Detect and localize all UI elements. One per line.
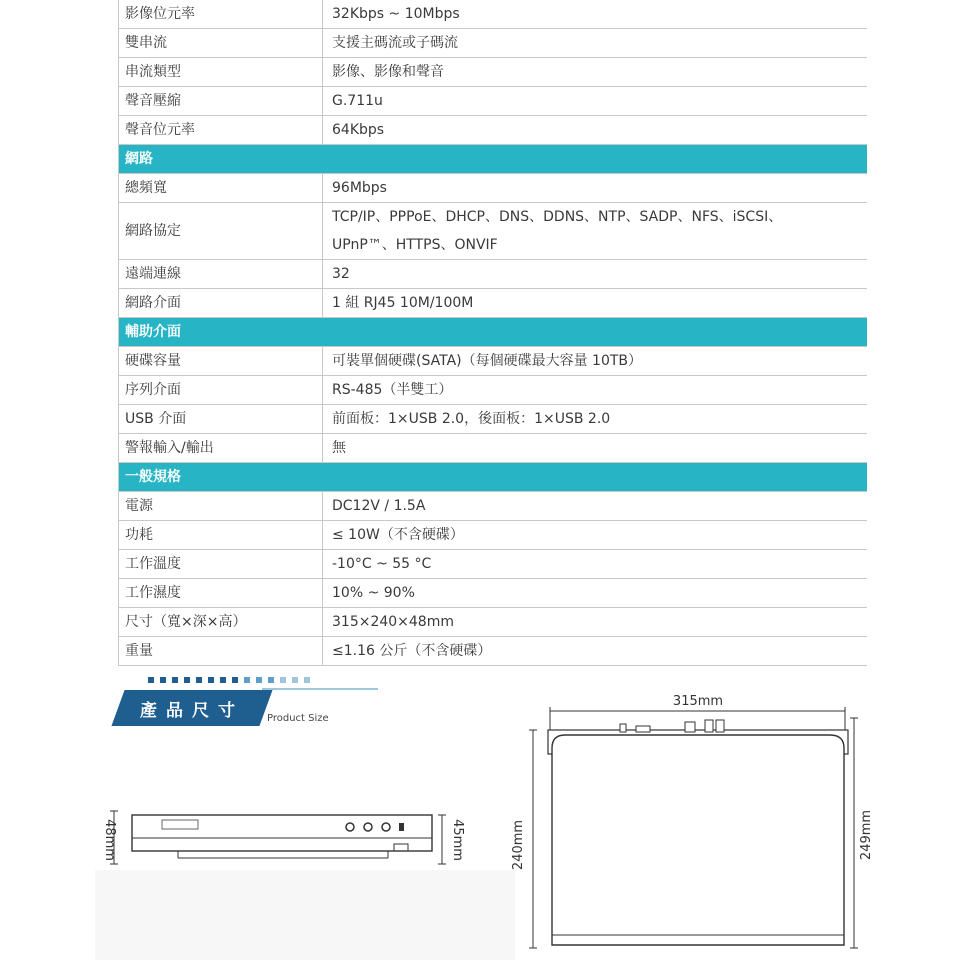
spec-value: 支援主碼流或子碼流 bbox=[332, 35, 458, 51]
spec-row bbox=[119, 492, 867, 521]
spec-value: 10% ~ 90% bbox=[332, 585, 415, 601]
spec-value: RS-485（半雙工） bbox=[332, 382, 453, 398]
header-dots-decoration bbox=[148, 677, 408, 685]
spec-label: 重量 bbox=[119, 637, 323, 665]
width-label: 315mm bbox=[672, 694, 724, 709]
spec-value: 315×240×48mm bbox=[332, 614, 454, 630]
spec-value: 前面板：1×USB 2.0，後面板：1×USB 2.0 bbox=[332, 411, 611, 427]
spec-row bbox=[119, 116, 867, 145]
spec-row bbox=[119, 550, 867, 579]
spec-value: G.711u bbox=[332, 93, 383, 109]
spec-value bbox=[323, 203, 867, 259]
spec-value: 1 組 RJ45 10M/100M bbox=[332, 295, 474, 311]
spec-value: ≤ 10W（不含硬碟） bbox=[332, 527, 464, 543]
spec-row bbox=[119, 87, 867, 116]
header-underline bbox=[262, 688, 378, 690]
spec-label: 功耗 bbox=[119, 521, 323, 549]
spec-row bbox=[119, 260, 867, 289]
depth-right-label: 249mm bbox=[859, 809, 874, 861]
spec-value-line: TCP/IP、PPPoE、DHCP、DNS、DDNS、NTP、SADP、NFS、iSCSI、 bbox=[332, 209, 783, 225]
section-header: 一般規格 bbox=[119, 463, 867, 492]
spec-label: 硬碟容量 bbox=[119, 347, 323, 375]
spec-label: 總頻寬 bbox=[119, 174, 323, 202]
spec-label: 影像位元率 bbox=[119, 0, 323, 28]
height-outer-label: 48mm bbox=[102, 819, 117, 861]
spec-label: USB 介面 bbox=[119, 405, 323, 433]
spec-row bbox=[119, 376, 867, 405]
spec-row bbox=[119, 434, 867, 463]
spec-row bbox=[119, 203, 867, 260]
spec-label: 工作濕度 bbox=[119, 579, 323, 607]
spec-label: 雙串流 bbox=[119, 29, 323, 57]
spec-label: 聲音壓縮 bbox=[119, 87, 323, 115]
spec-label: 序列介面 bbox=[119, 376, 323, 404]
spec-label: 尺寸（寬×深×高） bbox=[119, 608, 323, 636]
spec-label: 電源 bbox=[119, 492, 323, 520]
spec-label: 工作溫度 bbox=[119, 550, 323, 578]
spec-value: 32Kbps ~ 10Mbps bbox=[332, 6, 460, 22]
spec-label: 遠端連線 bbox=[119, 260, 323, 288]
spec-label: 聲音位元率 bbox=[119, 116, 323, 144]
spec-value: 32 bbox=[332, 266, 350, 282]
spec-row bbox=[119, 58, 867, 87]
spec-row bbox=[119, 347, 867, 376]
spec-row bbox=[119, 0, 867, 29]
spec-label: 網路介面 bbox=[119, 289, 323, 317]
spec-value-line: UPnP™、HTTPS、ONVIF bbox=[332, 237, 498, 253]
spec-row bbox=[119, 29, 867, 58]
top-view-drawing bbox=[500, 690, 880, 960]
product-size-subtitle: Product Size bbox=[267, 713, 329, 724]
spec-row bbox=[119, 608, 867, 637]
spec-label: 警報輸入/輸出 bbox=[119, 434, 323, 462]
spec-value: ≤1.16 公斤（不含硬碟） bbox=[332, 643, 492, 659]
spec-value: DC12V / 1.5A bbox=[332, 498, 426, 514]
spec-value: 無 bbox=[332, 440, 346, 456]
spec-value: 96Mbps bbox=[332, 180, 387, 196]
spec-value: 影像、影像和聲音 bbox=[332, 64, 444, 80]
spec-value: -10°C ~ 55 °C bbox=[332, 556, 432, 572]
section-header: 網路 bbox=[119, 145, 867, 174]
background-fade bbox=[95, 870, 515, 960]
spec-row bbox=[119, 637, 867, 666]
spec-row bbox=[119, 289, 867, 318]
height-inner-label: 45mm bbox=[450, 819, 465, 861]
spec-row bbox=[119, 174, 867, 203]
spec-table bbox=[118, 0, 867, 666]
spec-row bbox=[119, 521, 867, 550]
spec-label: 串流類型 bbox=[119, 58, 323, 86]
spec-value: 可裝單個硬碟(SATA)（每個硬碟最大容量 10TB） bbox=[332, 353, 643, 369]
spec-label: 網路協定 bbox=[119, 203, 323, 259]
spec-value: 64Kbps bbox=[332, 122, 385, 138]
depth-left-label: 240mm bbox=[511, 819, 526, 871]
spec-row bbox=[119, 579, 867, 608]
side-view-drawing bbox=[88, 800, 488, 875]
spec-row bbox=[119, 405, 867, 434]
product-size-title: 產品尺寸 bbox=[140, 701, 244, 721]
section-header: 輔助介面 bbox=[119, 318, 867, 347]
